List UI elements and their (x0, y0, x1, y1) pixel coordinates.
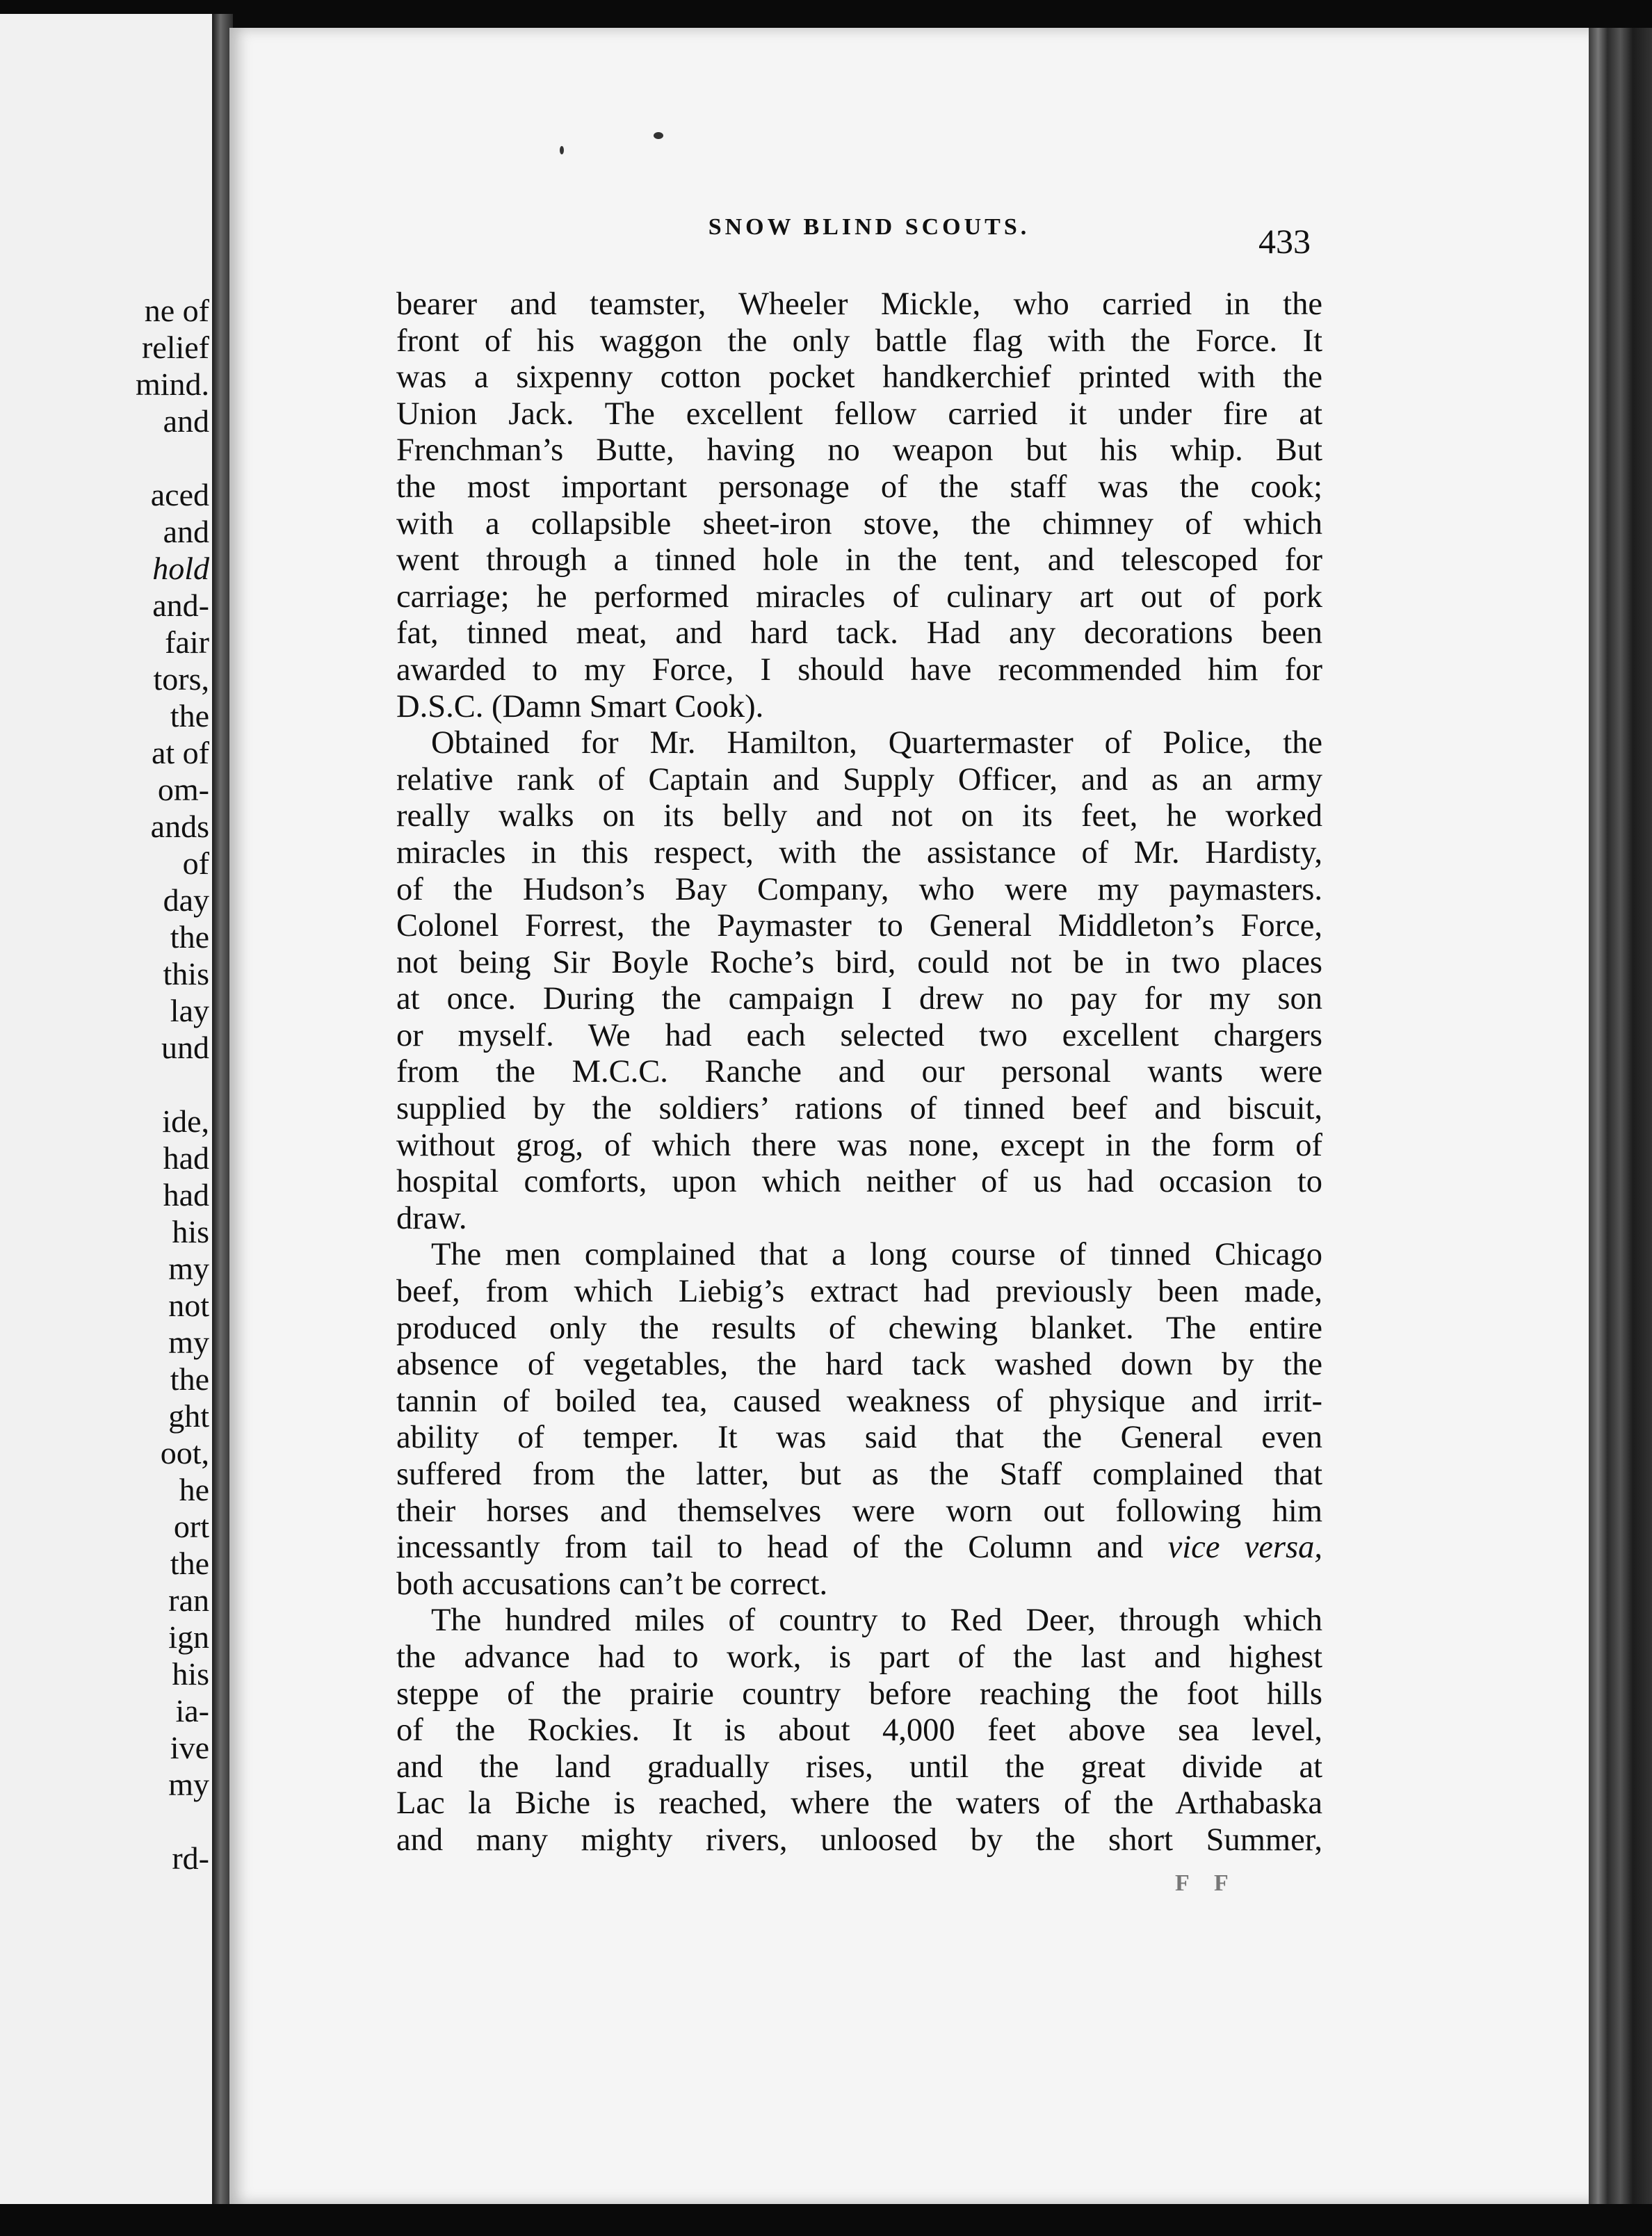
facing-page-fragment: fair (165, 624, 209, 660)
text-line: absence of vegetables, the hard tack washed down by the (396, 1347, 1322, 1383)
facing-page-fragment: und (161, 1030, 209, 1065)
running-head: SNOW BLIND SCOUTS. (708, 214, 1030, 240)
facing-page-fragment: the (170, 698, 209, 734)
text-line: went through a tinned hole in the tent, and telescoped for (396, 542, 1322, 578)
facing-page-fragment (136, 439, 209, 476)
facing-page-fragment: of (182, 845, 209, 881)
text-line: Union Jack. The excellent fellow carried it under fire at (396, 396, 1322, 432)
text-line: their horses and themselves were worn out following him (396, 1493, 1322, 1529)
text-line: Frenchman’s Butte, having no weapon but his whip. But (396, 432, 1322, 469)
text-line: Obtained for Mr. Hamilton, Quartermaster of Police, the (431, 725, 1322, 761)
text-line: carriage; he performed miracles of culinary art out of pork (396, 578, 1322, 615)
text-line: hospital comforts, upon which neither of us had occasion to (396, 1164, 1322, 1200)
text-line: Lac la Biche is reached, where the waters of the Arthabaska (396, 1785, 1322, 1822)
text-line: Colonel Forrest, the Paymaster to General Middleton’s Force, (396, 908, 1322, 944)
text-line: at once. During the campaign I drew no pay for my son (396, 981, 1322, 1017)
facing-page-fragment: he (179, 1472, 209, 1507)
facing-page-fragment: his (172, 1656, 209, 1692)
text-line: draw. (396, 1200, 467, 1236)
text-line: The men complained that a long course of tinned Chicago (431, 1237, 1322, 1273)
ink-speck (654, 132, 663, 139)
signature-mark: F F (1175, 1870, 1238, 1896)
facing-page-fragment: my (168, 1251, 209, 1286)
facing-page-fragment: had (163, 1177, 209, 1213)
facing-page-fragment: my (168, 1324, 209, 1360)
text-line: bearer and teamster, Wheeler Mickle, who carried in the (396, 286, 1322, 322)
text-line: steppe of the prairie country before reaching the foot hills (396, 1676, 1322, 1712)
text-line: was a sixpenny cotton pocket handkerchief printed with the (396, 359, 1322, 396)
facing-page-fragment: relief (141, 330, 209, 365)
text-line: The hundred miles of country to Red Deer, through which (431, 1603, 1322, 1639)
facing-page-fragment: and- (152, 588, 209, 623)
text-line: D.S.C. (Damn Smart Cook). (396, 688, 764, 724)
text-line: with a collapsible sheet-iron stove, the chimney of which (396, 505, 1322, 542)
facing-page-fragment (136, 1066, 209, 1103)
text-line: the most important personage of the staff was the cook; (396, 469, 1322, 505)
text-line: supplied by the soldiers’ rations of tinned beef and biscuit, (396, 1091, 1322, 1127)
text-line: really walks on its belly and not on its feet, he worked (396, 798, 1322, 834)
facing-page-fragment: ran (168, 1582, 209, 1618)
text-line: incessantly from tail to head of the Column and vice versa, (396, 1530, 1322, 1566)
text-line: awarded to my Force, I should have recommended him for (396, 651, 1322, 688)
facing-page-fragment: ia- (175, 1693, 209, 1728)
facing-page-fragment: and (163, 403, 209, 439)
facing-page (0, 14, 212, 2204)
facing-page-fragment: ide, (162, 1103, 209, 1139)
scan-border (0, 2204, 1652, 2236)
text-line: suffered from the latter, but as the Staff complained that (396, 1457, 1322, 1492)
facing-page-fragment: mind. (135, 366, 209, 402)
text-line: tannin of boiled tea, caused weakness of physique and irrit- (396, 1383, 1322, 1419)
facing-page-fragment: this (163, 956, 209, 991)
text-line: and the land gradually rises, until the great divide at (396, 1749, 1322, 1785)
facing-page-fragment: day (163, 882, 209, 918)
facing-page-fragment: the (170, 1546, 209, 1581)
text-line: ability of temper. It was said that the General even (396, 1420, 1322, 1456)
text-line: of the Hudson’s Bay Company, who were my paymasters. (396, 871, 1322, 907)
facing-page-fragment: his (172, 1214, 209, 1249)
facing-page-fragment: oot, (160, 1435, 209, 1471)
facing-page-fragment: ne of (144, 293, 209, 328)
text-line: or myself. We had each selected two excellent chargers (396, 1017, 1322, 1053)
text-line: from the M.C.C. Ranche and our personal wants were (396, 1054, 1322, 1090)
text-line: both accusations can’t be correct. (396, 1566, 828, 1602)
facing-page-fragment: and (163, 514, 209, 549)
facing-page-text (136, 292, 209, 1877)
page-edge (1589, 28, 1652, 2204)
facing-page-fragment: hold (152, 551, 209, 586)
body-text (396, 286, 1322, 1859)
facing-page-fragment (136, 1803, 209, 1840)
facing-page-fragment: ive (170, 1730, 209, 1765)
facing-page-fragment: not (168, 1288, 209, 1323)
text-line: miracles in this respect, with the assistance of Mr. Hardisty, (396, 834, 1322, 870)
facing-page-fragment: ands (150, 809, 209, 844)
text-line: front of his waggon the only battle flag with the Force. It (396, 323, 1322, 359)
page-number: 433 (1258, 222, 1311, 261)
facing-page-fragment: the (170, 919, 209, 955)
facing-page-fragment: my (168, 1767, 209, 1802)
facing-page-fragment: om- (157, 772, 209, 807)
ink-speck (560, 146, 564, 154)
facing-page-fragment: at of (151, 735, 209, 770)
text-line: produced only the results of chewing blanket. The entire (396, 1310, 1322, 1346)
text-line: fat, tinned meat, and hard tack. Had any decorations been (396, 615, 1322, 651)
text-line: relative rank of Captain and Supply Officer, and as an army (396, 761, 1322, 797)
italic-phrase: vice versa, (1167, 1530, 1322, 1566)
facing-page-fragment: rd- (172, 1840, 209, 1876)
text-line: and many mighty rivers, unloosed by the short Summer, (396, 1822, 1322, 1858)
text-line: of the Rockies. It is about 4,000 feet above sea level, (396, 1712, 1322, 1749)
text-line: beef, from which Liebig’s extract had previously been made, (396, 1274, 1322, 1310)
text-line: not being Sir Boyle Roche’s bird, could not be in two places (396, 944, 1322, 980)
facing-page-fragment: had (163, 1140, 209, 1176)
text-line: without grog, of which there was none, except in the form of (396, 1127, 1322, 1163)
text-line: the advance had to work, is part of the last and highest (396, 1639, 1322, 1675)
facing-page-fragment: lay (170, 993, 209, 1028)
facing-page-fragment: ign (168, 1619, 209, 1655)
facing-page-fragment: ort (173, 1509, 209, 1544)
facing-page-fragment: ght (168, 1398, 209, 1434)
facing-page-fragment: the (170, 1361, 209, 1397)
facing-page-fragment: tors, (153, 661, 209, 697)
facing-page-fragment: aced (150, 477, 209, 512)
